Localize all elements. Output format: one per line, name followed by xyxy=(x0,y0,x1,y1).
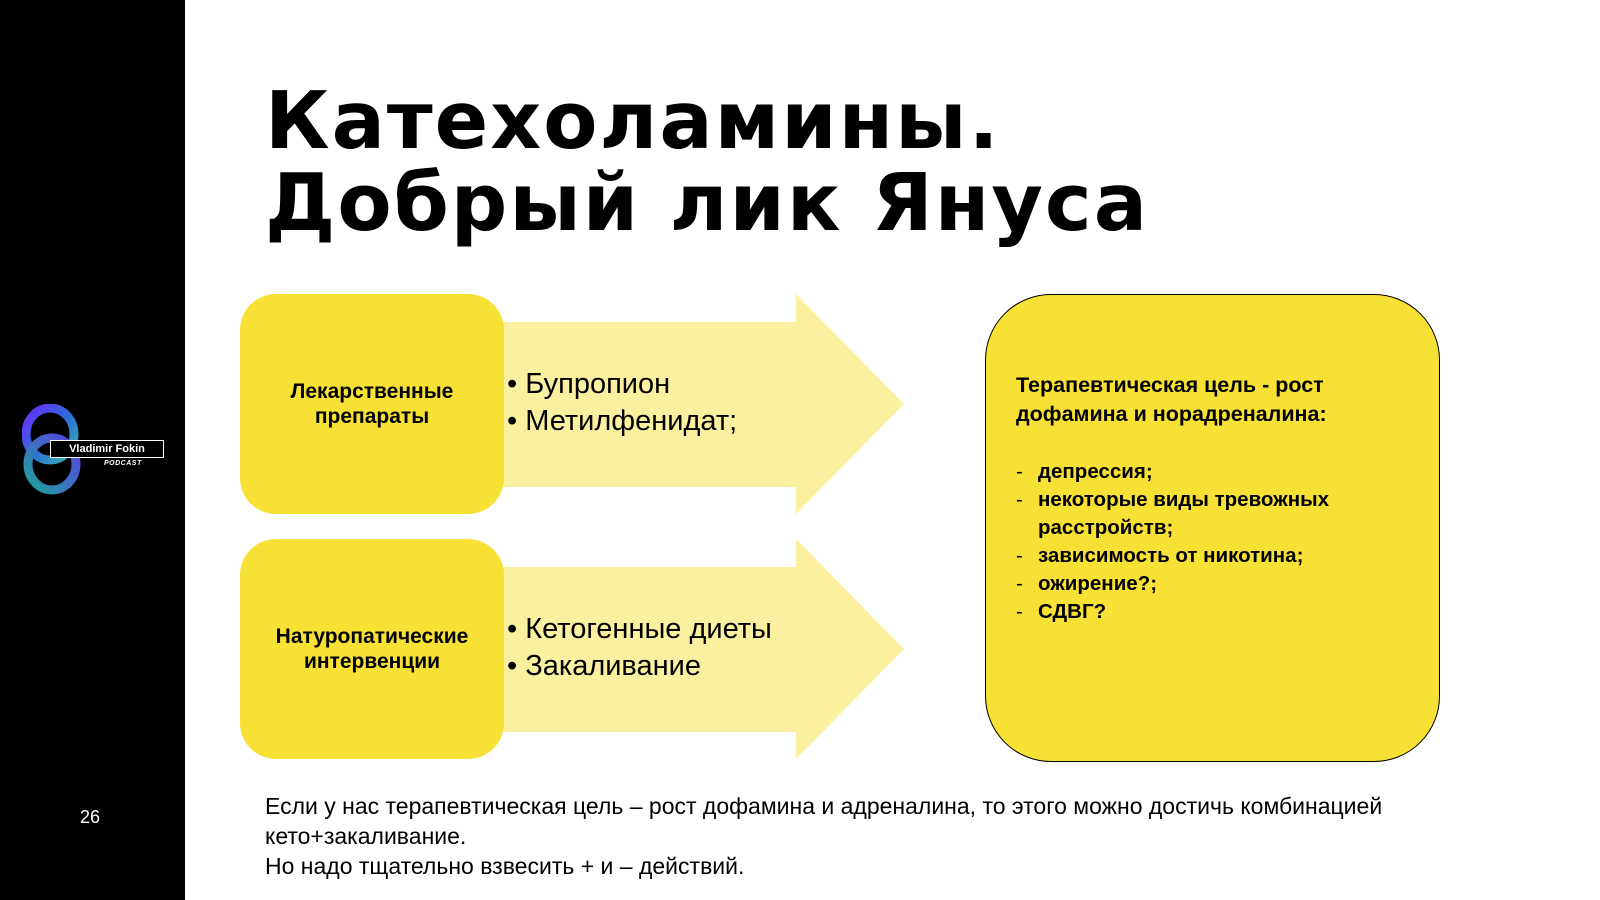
footnote xyxy=(265,791,1385,881)
list-item: - депрессия; xyxy=(1016,458,1409,486)
list-item: • Метилфенидат; xyxy=(507,403,737,440)
goal-list xyxy=(1016,458,1409,626)
title-line-1: Катехоламины. xyxy=(265,75,1001,167)
therapeutic-goal-box xyxy=(985,294,1440,762)
slide-number: 26 xyxy=(80,807,101,827)
list-item: - зависимость от никотина; xyxy=(1016,542,1409,570)
title-line-2: Добрый лик Януса xyxy=(265,157,1150,249)
logo-name: Vladimir Fokin xyxy=(50,440,164,458)
footnote-line-1: Если у нас терапевтическая цель – рост дофамина и адреналина, то этого можно достичь комбинацией кето+закаливание. xyxy=(265,793,1383,849)
naturopathic-list xyxy=(507,611,772,685)
logo-subtitle: PODCAST xyxy=(104,460,142,467)
list-item: • Бупропион xyxy=(507,366,737,403)
list-item: • Кетогенные диеты xyxy=(507,611,772,648)
list-item: - ожирение?; xyxy=(1016,570,1409,598)
footnote-line-2: Но надо тщательно взвесить + и – действий. xyxy=(265,853,745,879)
list-item: • Закаливание xyxy=(507,648,772,685)
label-drugs: Лекарственные препараты xyxy=(240,294,504,514)
drugs-list xyxy=(507,366,737,440)
list-item: - СДВГ? xyxy=(1016,598,1409,626)
label-naturopathic: Натуропатические интервенции xyxy=(240,539,504,759)
goal-heading: Терапевтическая цель - рост дофамина и норадреналина: xyxy=(1016,373,1327,426)
list-item: - некоторые виды тревожных расстройств; xyxy=(1016,486,1409,542)
